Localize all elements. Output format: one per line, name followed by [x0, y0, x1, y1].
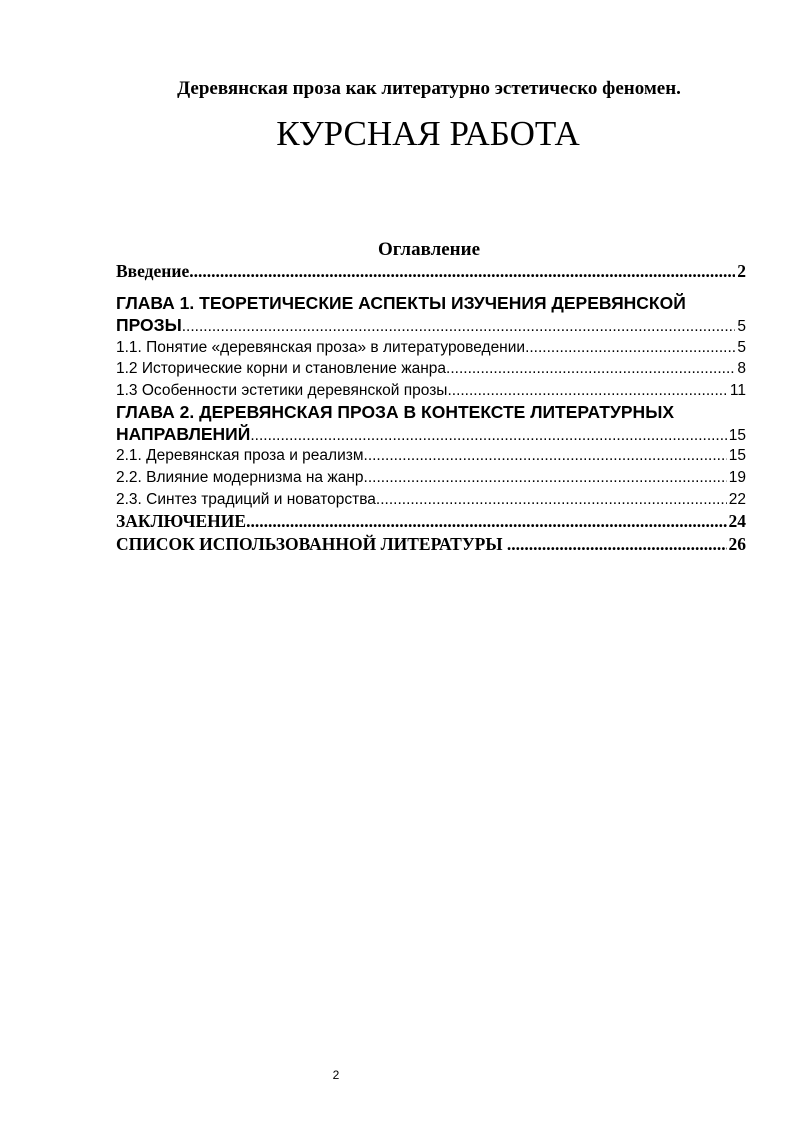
page-number: 2	[332, 1068, 340, 1082]
toc-entry-label: 1.1. Понятие «деревянская проза» в литературоведении	[116, 339, 526, 356]
toc-entry-label: 1.3 Особенности эстетики деревянской прозы	[116, 382, 448, 399]
toc-entry-label: Введение	[116, 261, 190, 281]
toc-leader-dots	[446, 359, 735, 379]
toc-chapter1-title-line1[interactable]: ГЛАВА 1. ТЕОРЕТИЧЕСКИЕ АСПЕКТЫ ИЗУЧЕНИЯ ДЕРЕВЯНСКОЙ	[116, 293, 686, 313]
toc-entry-page: 5	[737, 339, 746, 356]
toc-entry-label: ПРОЗЫ	[116, 315, 182, 335]
toc-entry-page: 19	[728, 469, 746, 486]
toc-entry-intro[interactable]	[116, 260, 746, 282]
toc-entry-page: 15	[728, 427, 746, 444]
toc-leader-dots	[447, 381, 727, 401]
toc-entry-page: 24	[728, 511, 746, 531]
toc-leader-dots	[364, 446, 727, 466]
toc-leader-dots	[376, 490, 727, 510]
toc-entry-section-1-1[interactable]	[116, 338, 746, 358]
toc-entry-chapter2[interactable]	[116, 423, 746, 446]
toc-leader-dots	[182, 317, 736, 337]
toc-entry-references[interactable]	[116, 533, 746, 555]
toc-leader-dots	[525, 338, 735, 358]
toc-entry-label: ЗАКЛЮЧЕНИЕ	[116, 511, 247, 531]
toc-leader-dots	[250, 426, 726, 446]
toc-chapter2-title-line1[interactable]: ГЛАВА 2. ДЕРЕВЯНСКАЯ ПРОЗА В КОНТЕКСТЕ ЛИТЕРАТУРНЫХ	[116, 402, 675, 422]
toc-entry-page: 2	[737, 261, 746, 281]
toc-leader-dots	[189, 260, 735, 282]
document-subtitle: Деревянская проза как литературно эстетическо феномен.	[177, 78, 681, 99]
toc-entry-label: 2.3. Синтез традиций и новаторства	[116, 491, 376, 508]
toc-entry-section-2-1[interactable]	[116, 446, 746, 466]
toc-entry-section-1-3[interactable]	[116, 381, 746, 401]
toc-entry-section-2-3[interactable]	[116, 490, 746, 510]
toc-entry-label: НАПРАВЛЕНИЙ	[116, 424, 251, 444]
document-title: КУРСНАЯ РАБОТА	[276, 114, 580, 153]
toc-entry-page: 15	[728, 447, 746, 464]
toc-leader-dots	[246, 510, 726, 532]
toc-heading: Оглавление	[377, 239, 481, 260]
toc-entry-section-1-2[interactable]	[116, 359, 746, 379]
toc-entry-chapter1[interactable]	[116, 314, 746, 337]
toc-entry-page: 8	[737, 360, 746, 377]
toc-entry-label: 1.2 Исторические корни и становление жанра	[116, 360, 447, 377]
toc-entry-section-2-2[interactable]	[116, 468, 746, 488]
toc-leader-dots	[364, 468, 727, 488]
toc-entry-page: 26	[728, 534, 746, 554]
toc-entry-page: 5	[737, 318, 746, 335]
toc-leader-dots	[507, 533, 727, 555]
toc-entry-conclusion[interactable]	[116, 510, 746, 532]
toc-entry-label: 2.1. Деревянская проза и реализм	[116, 447, 364, 464]
toc-entry-page: 22	[728, 491, 746, 508]
toc-entry-label: СПИСОК ИСПОЛЬЗОВАННОЙ ЛИТЕРАТУРЫ	[116, 534, 507, 554]
toc-entry-label: 2.2. Влияние модернизма на жанр	[116, 469, 364, 486]
toc-entry-page: 11	[729, 382, 746, 399]
